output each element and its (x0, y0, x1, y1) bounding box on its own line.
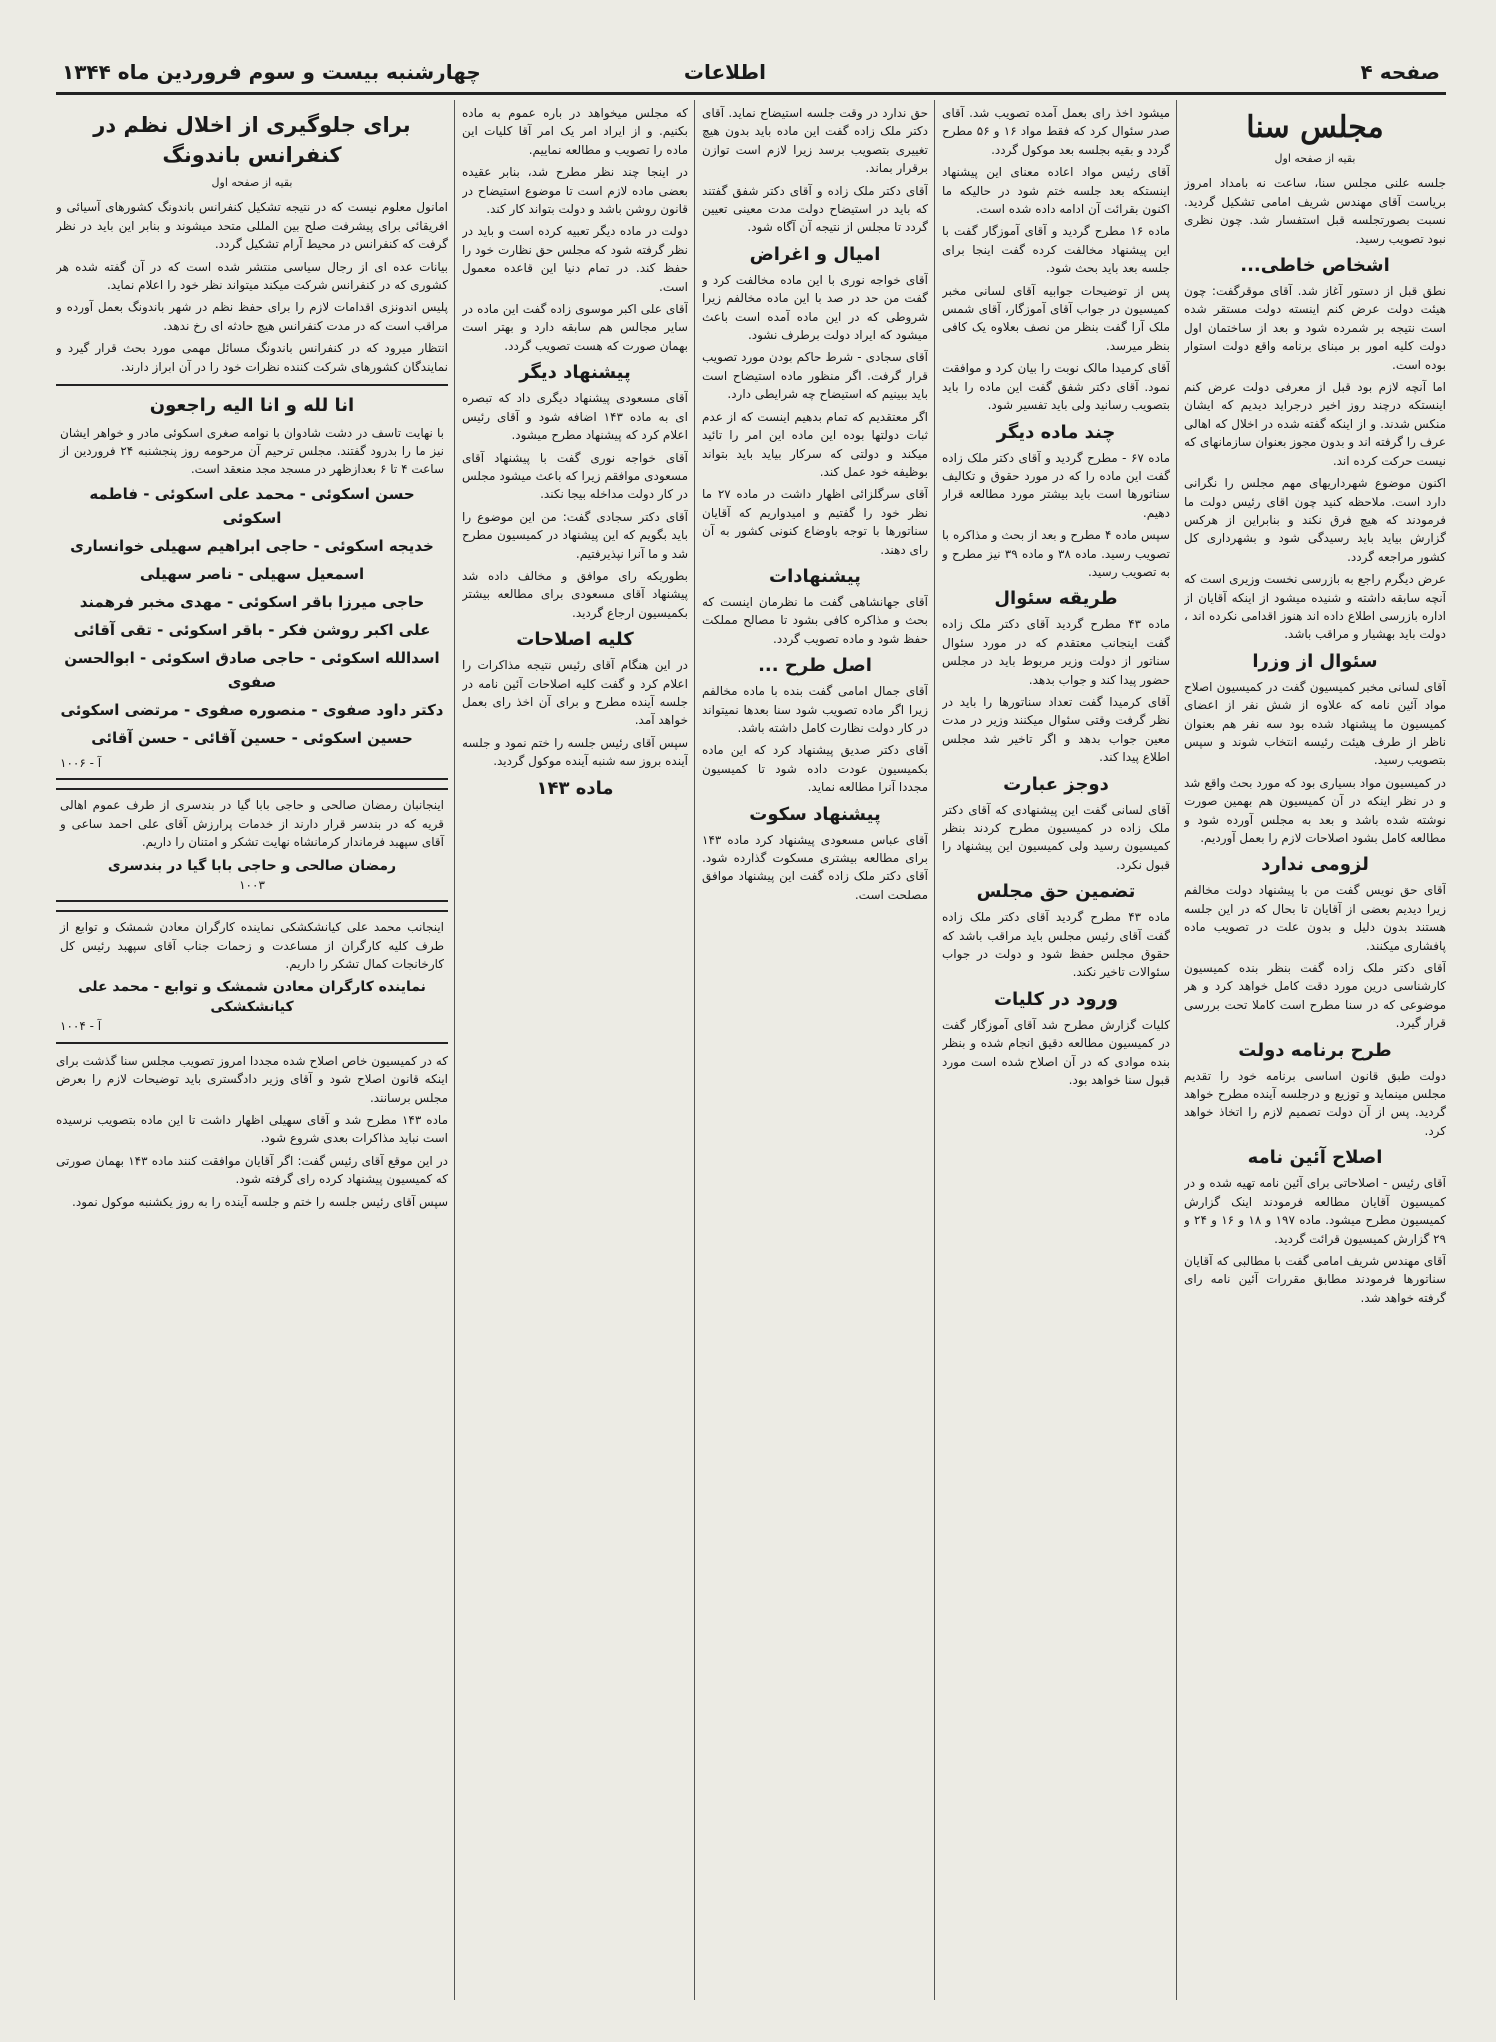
column-senate (1184, 104, 1446, 2004)
paragraph: میشود اخذ رای بعمل آمده تصویب شد. آقای صدر سئوال کرد که فقط مواد ۱۶ و ۵۶ مطرح گردد و بقیه بجلسه بعد موکول گردد. (942, 106, 1170, 157)
ad-code: آ - ۱۰۰۴ (60, 1019, 102, 1034)
paragraph: ماده ۶۷ - مطرح گردید و آقای دکتر ملک زاده گفت این ماده را که در مورد حقوق و تکالیف سناتورها است باید بیشتر مورد مطالعه قرار دهیم. (942, 450, 1170, 520)
paragraph: آقای لسانی گفت این پیشنهادی که آقای دکتر ملک زاده در کمیسیون مطرح کردند بنظر کمیسیون رسید ولی کمیسیون این پیشنهاد را قبول نکرد. (942, 802, 1170, 872)
paragraph: آقای علی اکبر موسوی زاده گفت این ماده در سایر مجالس هم سابقه دارد و بهتر است بهمان صورت که هست تصویب گردد. (462, 302, 688, 353)
paragraph: آقای مسعودی پیشنهاد دیگری داد که تبصره ای به ماده ۱۴۳ اضافه شود و آقای رئیس اعلام کرد که پیشنهاد مطرح میشود. (462, 391, 688, 443)
paragraph: آقای کرمیدا گفت تعداد سناتورها را باید در نظر گرفت وقتی سئوال میکنند وزیر در مدت معین جواب بدهد و اگر تاخیر شد مجلس اطلاع پیدا کند. (942, 694, 1170, 765)
obituary-names: اسمعیل سهیلی - ناصر سهیلی (139, 565, 365, 584)
paragraph: اگر معتقدیم که تمام بدهیم اینست که از عدم ثبات دولتها بوده این ماده این امر را تائید میکند و دولتی که سرکار بیاید باید بتواند بوظیفه خود عمل کند. (702, 409, 928, 479)
paragraph: در کمیسیون مواد بسیاری بود که مورد بحث واقع شد و در نظر اینکه در آن کمیسیون هم بهمین صورت نوشته شده باشد و بعد به مجلس آورده شود و مطالعه کامل بشود اصلاحات لازم را بعمل آوردیم. (1184, 775, 1446, 845)
paragraph: امانول معلوم نیست که در نتیجه تشکیل کنفرانس باندونگ کشورهای آسیائی و افریقائی برای پیشرفت صلح بین المللی متحد میشوند و بنابر این باید در نظر گرفت که کنفرانس در محیط آرام تشکیل گردد. (56, 200, 448, 252)
paragraph: آقای لسانی مخبر کمیسیون گفت در کمیسیون اصلاح مواد آئین نامه که علاوه از شش نفر از اعضای کمیسیون ما پیشنهاد شده بود سه نفر هم بعنوان ناظر از طرف هیئت رئیسه انتخاب شوند و سپس بتصویب رسید. (1184, 679, 1446, 768)
ad-code: آ - ۱۰۰۶ (60, 756, 102, 771)
paragraph: آقای دکتر سجادی گفت: من این موضوع را باید بگویم که این پیشنهاد در کمیسیون مطرح شد و ما آنرا نپذیرفتیم. (462, 509, 688, 561)
paragraph: عرض دیگرم راجع به بازرسی نخست وزیری است که آنچه سابقه داشته و شنیده میشود از اینکه آقایان از اداره بازرسی اطلاع داده اند هنوز اقدامی نکرده اند ، دولت باید بهشیار و مراقب باشد. (1184, 572, 1446, 642)
paragraph: اکنون موضوع شهرداریهای مهم مجلس را نگرانی دارد است. ملاحظه کنید چون اقای رئیس دولت ما فرمودند که هیچ فرق نکند و بنابراین از هرکس گزارش بیاید باید رسیدگی شود و بشهرداری کل کشور مراجعه گردد. (1184, 476, 1446, 564)
paragraph: آقای خواجه نوری با این ماده مخالفت کرد و گفت من حد در صد با این ماده مخالفم زیرا شروطی که در این ماده آمده است باعث میشود که ایراد دولت برطرف نشود. (702, 272, 928, 343)
obituary-notice (56, 384, 448, 780)
paragraph: نطق قبل از دستور آغاز شد. آقای موقرگفت: چون هیئت دولت عرض کنم اینسته دولت مستقر شده است نتیجه بر شمرده شود و بعد از ساختمان اول دولت کلیه امور بر مبنای برنامه واقع دولت استوار بوده است. (1184, 284, 1446, 372)
section-heading: اشخاص خاطی... (1240, 255, 1390, 277)
paragraph: آقای سجادی - شرط حاکم بودن مورد تصویب قرار گرفت. اگر منظور ماده استیضاح است باید ببینیم که استیضاح چه شرایطی دارد. (702, 350, 928, 402)
paragraph: بطوریکه رای موافق و مخالف داده شد پیشنهاد آقای مسعودی برای مطالعه بیشتر بکمیسیون ارجاع گردید. (462, 568, 688, 620)
section-heading: چند ماده دیگر (996, 421, 1116, 443)
column-divider (454, 100, 455, 2000)
thanks-notice (56, 788, 448, 902)
paragraph: دولت طبق قانون اساسی برنامه خود را تقدیم مجلس مینماید و توزیع و درجلسه آینده مطرح خواهد گردید. پس از آن دولت تصمیم لازم را اتخاذ خواهد کرد. (1184, 1068, 1446, 1138)
obituary-text: با نهایت تاسف در دشت شادوان با نوامه صغری اسکوئی مادر و خواهر ایشان نیز ما را بدرود گفتند. مجلس ترحیم آن مرحومه روز پنجشنبه ۲۴ فروردین از ساعت ۴ تا ۶ بعدازظهر در مسجد مجد منعقد است. (60, 426, 445, 477)
paragraph: بیانات عده ای از رجال سیاسی منتشر شده است که در آن گفته شده هر کشوری که در کنفرانس شرکت میکند میتواند نظر خود را اعلام نماید. (56, 259, 448, 293)
obituary-names: علی اکبر روشن فکر - باقر اسکوئی - تقی آقائی (73, 621, 431, 640)
paragraph: که مجلس میخواهد در باره عموم به ماده بکنیم. و از ایراد امر یک امر آقا کلیات این ماده را تصویب و مطالعه نماییم. (462, 106, 688, 157)
paragraph: آقای جمال امامی گفت بنده با ماده مخالفم زیرا اگر ماده تصویب شود سنا بعدها نمیتواند در کار دولت نظارت کامل داشته باشد. (702, 684, 928, 735)
paragraph: آقای جهانشاهی گفت ما نظرمان اینست که بحث و مذاکره کافی بشود تا مصالح مملکت حفظ شود و ماده تصویب گردد. (702, 594, 928, 646)
paragraph: آقای رئیس - اصلاحاتی برای آئین نامه تهیه شده و در کمیسیون آقایان مطالعه فرمودند اینک گزارش کمیسیون مطرح میشود. ماده ۱۹۷ و ۱۸ و ۱۶ و ۲۴ و ۲۹ گزارش کمیسیون قرائت گردید. (1184, 1176, 1446, 1246)
section-heading: سئوال از وزرا (1252, 650, 1378, 672)
paragraph: آقای دکتر ملک زاده گفت بنظر بنده کمیسیون کارشناسی درین مورد دقت کامل خواهد کرد و هر موضوعی که در سنا مطرح است کاملا تحت بررسی قرار گیرد. (1184, 961, 1446, 1031)
ad-code: ۱۰۰۳ (239, 877, 265, 892)
paragraph: اما آنچه لازم بود قبل از معرفی دولت عرض کنم اینستکه درچند روز اخیر درجراید دیدیم که ایشان منکس شدند. و از اینکه گفته شده در اخلال که اهالی عرف را گرفته اند و بدون مجوز بعنوان سازمانهای که نیست حرکت کرده اند. (1184, 380, 1446, 468)
section-heading: ماده ۱۴۳ (536, 777, 614, 799)
article-title: برای جلوگیری از اخلال نظم در کنفرانس باندونگ (93, 113, 411, 167)
section-heading: پیشنهادات (769, 565, 861, 587)
paragraph: سپس ماده ۴ مطرح و بعد از بحث و مذاکره با تصویب رسید. ماده ۳۸ و ماده ۳۹ نیز مطرح و به تصویب رسید. (942, 528, 1170, 579)
paragraph: سپس آقای رئیس جلسه را ختم نمود و جلسه آینده بروز سه شنبه آینده موکول گردید. (462, 735, 688, 769)
issue-date: چهارشنبه بیست و سوم فروردین ماه ۱۳۴۴ (62, 60, 481, 84)
article-continuation: بقیه از صفحه اول (1274, 152, 1356, 165)
column-divider (1176, 100, 1177, 2000)
paragraph: ماده ۱۶ مطرح گردید و آقای آموزگار گفت با این پیشنهاد مخالفت کرده گفت اینجا برای جلسه بعد باید بحث شود. (942, 224, 1170, 276)
column-divider (694, 100, 695, 2000)
section-heading: طریقه سئوال (994, 588, 1118, 610)
paragraph: حق ندارد در وقت جلسه استیضاح نماید. آقای دکتر ملک زاده گفت این ماده باید بدون هیچ تغییری بتصویب برسد زیرا لازم است توازن برقرار بماند. (702, 106, 928, 176)
notice-text: اینجانب محمد علی کیانشکشکی نماینده کارگران معادن شمشک و توابع از طرف کلیه کارگران از مساعدت و زحمات جناب آقای سپهبد رئیس کل کارخانجات کمال تشکر را داریم. (60, 920, 444, 971)
paragraph: ماده ۴۳ مطرح گردید آقای دکتر ملک زاده گفت اینجانب معتقدم که در مورد سئوال سناتور از دولت وزیر مربوط باید در مجلس حضور پیدا کند و جواب بدهد. (942, 617, 1170, 687)
column-senate-continued (942, 104, 1170, 2004)
section-heading: پیشنهاد دیگر (519, 362, 631, 384)
paragraph: آقای خواجه نوری گفت با پیشنهاد آقای مسعودی موافقم زیرا که باعث میشود مجلس در کار دولت مداخله بیجا نکند. (462, 450, 688, 502)
header-rule (56, 92, 1446, 95)
obituary-names: دکتر داود صفوی - منصوره صفوی - مرتضی اسکوئی (60, 701, 444, 720)
paragraph: آقای دکتر ملک زاده و آقای دکتر شفق گفتند که باید در استیضاح دولت مدت معینی تعیین گردد تا مجلس از نتیجه آن آگاه شود. (702, 183, 928, 235)
obituary-names: حسین اسکوئی - حسین آقائی - حسن آقائی (91, 729, 413, 748)
paragraph: در اینجا چند نظر مطرح شد، بنابر عقیده بعضی ماده لازم است تا موضوع استیضاح در قانون روشن باشد و دولت بتواند کار کند. (462, 165, 688, 217)
paragraph: آقای حق نویس گفت من با پیشنهاد دولت مخالفم زیرا دیدیم بعضی از آقایان تا بحال که در این جلسه هستند بدون دلیل و بدون علت در تصویب ماده پافشاری میکنند. (1184, 883, 1446, 953)
paragraph: ماده ۴۳ مطرح گردید آقای دکتر ملک زاده گفت آقای رئیس مجلس باید مراقب باشد که حقوق مجلس حفظ شود و دولت در جواب سئوالات تاخیر نکند. (942, 910, 1170, 980)
column-bandung (56, 104, 448, 2004)
paragraph: آقای کرمیدا مالک نوبت را بیان کرد و موافقت نمود. آقای دکتر شفق گفت این ماده را باید بتصویب رسانید ولی باید تفسیر شود. (942, 361, 1170, 413)
paragraph: در این هنگام آقای رئیس نتیجه مذاکرات را اعلام کرد و گفت کلیه اصلاحات آئین نامه در جلسه آینده مطرح و برای آن اخذ رای بعمل خواهد آمد. (462, 658, 688, 728)
paragraph: ماده ۱۴۳ مطرح شد و آقای سهیلی اظهار داشت تا این ماده بتصویب نرسیده است نباید مذاکرات بعدی شروع شود. (56, 1112, 448, 1146)
notice-text: اینجانبان رمضان صالحی و حاجی بابا گیا در بندسری از طرف عموم اهالی قریه که در بندسر قرار دارند از خدمات پرارزش آقای علی احمد ساعی و آقای سپهبد فرماندار کرمانشاه نهایت تشکر و امتنان را داریم. (60, 798, 444, 850)
obituary-names: اسدالله اسکوئی - حاجی صادق اسکوئی - ابوالحسن صفوی (64, 649, 440, 692)
paragraph: آقای سرگلزائی اظهار داشت در ماده ۲۷ ما نظر خود را گفتیم و امیدواریم که آقایان سناتورها با توجه باوضاع کنونی کشور به آن رای دهند. (702, 487, 928, 557)
obituary-title: انا لله و انا الیه راجعون (149, 395, 355, 417)
paragraph: که در کمیسیون خاص اصلاح شده مجددا امروز تصویب مجلس سنا گذشت برای اینکه قانون اصلاح شود و آقای وزیر دادگستری باید توضیحات لازم را بعرض مجلس برسانند. (56, 1053, 448, 1105)
notice-signature: نماینده کارگران معادن شمشک و توابع - محمد علی کیانشکشکی (78, 979, 426, 1016)
paragraph: کلیات گزارش مطرح شد آقای آموزگار گفت در کمیسیون مطالعه دقیق انجام شده و بنظر بنده موادی که در آن اصلاح شده است مورد قبول سنا خواهد بود. (942, 1017, 1170, 1088)
paragraph: جلسه علنی مجلس سنا، ساعت نه بامداد امروز بریاست آقای مهندس شریف امامی تشکیل گردید. نسبت بصورتجلسه قبل استفسار شد. چون نظری نبود تصویب رسید. (1184, 176, 1446, 246)
obituary-names: حسن اسکوئی - محمد علی اسکوئی - فاطمه اسکوئی (89, 485, 415, 528)
obituary-names: حاجی میرزا باقر اسکوئی - مهدی مخبر فرهمند (79, 593, 425, 612)
section-heading: پیشنهاد سکوت (749, 803, 881, 825)
paragraph: آقای دکتر صدیق پیشنهاد کرد که این ماده بکمیسیون عودت داده شود تا کمیسیون مجددا آنرا مطالعه نماید. (702, 743, 928, 795)
page-header (56, 52, 1446, 92)
column-proposals (462, 104, 688, 2004)
column-interpellation (702, 104, 928, 2004)
column-divider (934, 100, 935, 2000)
newspaper-name: اطلاعات (683, 60, 766, 84)
section-heading: طرح برنامه دولت (1238, 1039, 1392, 1061)
paragraph: پلیس اندونزی اقدامات لازم را برای حفظ نظم در شهر باندونگ بعمل آورده و مراقب است که در مدت کنفرانس هیچ حادثه ای رخ ندهد. (56, 300, 448, 333)
section-heading: لزومی ندارد (1261, 854, 1369, 876)
section-heading: اصلاح آئین نامه (1247, 1147, 1383, 1169)
section-heading: دوجز عبارت (1003, 773, 1109, 795)
section-heading: امیال و اغراض (749, 243, 881, 265)
workers-notice (56, 910, 448, 1044)
paragraph: آقای مهندس شریف امامی گفت با مطالبی که آقایان سناتورها فرمودند مطابق مقررات آئین نامه رای گرفته خواهد شد. (1184, 1253, 1446, 1305)
section-heading: کلیه اصلاحات (516, 629, 634, 651)
article-continuation: بقیه از صفحه اول (211, 176, 293, 189)
paragraph: پس از توضیحات جوابیه آقای لسانی مخبر کمیسیون در جواب آقای آموزگار، آقای شمس ملک آرا گفت بنظر من نصف بعلاوه یک کافی بنظر میرسد. (942, 283, 1170, 353)
section-heading: ورود در کلیات (993, 988, 1119, 1010)
paragraph: آقای رئیس مواد اعاده معنای این پیشنهاد اینستکه بعد جلسه ختم شود در حالیکه ما اکنون بقرائت آن ادامه داده شده است. (942, 165, 1170, 217)
notice-signature: رمضان صالحی و حاجی بابا گیا در بندسری (107, 857, 397, 874)
article-title: مجلس سنا (1246, 110, 1384, 145)
page-number: صفحه ۴ (1360, 60, 1440, 84)
obituary-names: خدیجه اسکوئی - حاجی ابراهیم سهیلی خوانساری (70, 537, 434, 556)
paragraph: در این موقع آقای رئیس گفت: اگر آقایان موافقت کنند ماده ۱۴۳ بهمان صورتی که کمیسیون پیشنهاد کرده رای گرفته شود. (56, 1153, 448, 1187)
section-heading: اصل طرح ... (758, 655, 872, 677)
paragraph: آقای عباس مسعودی پیشنهاد کرد ماده ۱۴۳ برای مطالعه بیشتری مسکوت گذارده شود. آقای دکتر ملک زاده گفت این پیشنهاد موافق مصلحت است. (702, 832, 928, 902)
paragraph: انتظار میرود که در کنفرانس باندونگ مسائل مهمی مورد بحث قرار گیرد و نمایندگان کشورهای شرکت کننده نظرات خود را در آن ابراز دارند. (56, 341, 448, 374)
paragraph: دولت در ماده دیگر تعبیه کرده است و باید در نظر گرفته شود که مجلس حق نظارت خود را حفظ کند. در تمام دنیا این قاعده معمول است. (462, 224, 688, 294)
section-heading: تضمین حق مجلس (976, 881, 1136, 903)
paragraph: سپس آقای رئیس جلسه را ختم و جلسه آینده را به روز یکشنبه موکول نمود. (72, 1194, 448, 1209)
